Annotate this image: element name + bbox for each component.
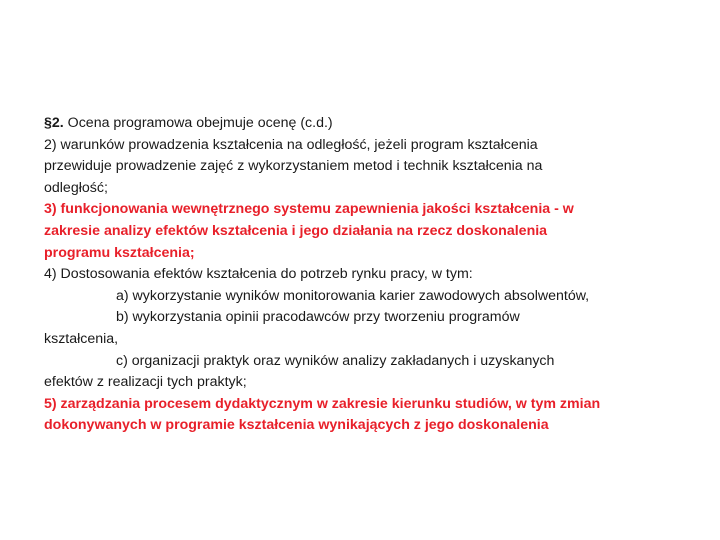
- item-2-line-3: odległość;: [44, 179, 108, 196]
- item-4-subitem-c-line-1: c) organizacji praktyk oraz wyników analizy zakładanych i uzyskanych: [116, 352, 555, 369]
- section-symbol: §2.: [44, 115, 64, 131]
- slide-body: [44, 113, 694, 437]
- item-2-line-2: przewiduje prowadzenie zajęć z wykorzystaniem metod i technik kształcenia na: [44, 158, 543, 175]
- title-text: Ocena programowa obejmuje ocenę (c.d.): [63, 115, 333, 131]
- item-4-subitem-b-line-2: kształcenia,: [44, 330, 119, 347]
- item-2-line-1: 2) warunków prowadzenia kształcenia na odległość, jeżeli program kształcenia: [44, 136, 538, 153]
- item-3-line-3: programu kształcenia;: [44, 244, 195, 261]
- item-5-line-2: dokonywanych w programie kształcenia wynikających z jego doskonalenia: [44, 417, 549, 434]
- item-5-line-1: 5) zarządzania procesem dydaktycznym w zakresie kierunku studiów, w tym zmian: [44, 395, 601, 412]
- item-3-line-2: zakresie analizy efektów kształcenia i jego działania na rzecz doskonalenia: [44, 222, 548, 239]
- item-4-line-1: 4) Dostosowania efektów kształcenia do potrzeb rynku pracy, w tym:: [44, 266, 473, 283]
- item-4-subitem-b-line-1: b) wykorzystania opinii pracodawców przy tworzeniu programów: [116, 309, 520, 326]
- item-4-subitem-a: a) wykorzystanie wyników monitorowania karier zawodowych absolwentów,: [116, 287, 590, 304]
- item-3-line-1: 3) funkcjonowania wewnętrznego systemu zapewnienia jakości kształcenia - w: [44, 201, 574, 218]
- slide-title: [44, 113, 694, 135]
- item-4-subitem-c-line-2: efektów z realizacji tych praktyk;: [44, 374, 247, 391]
